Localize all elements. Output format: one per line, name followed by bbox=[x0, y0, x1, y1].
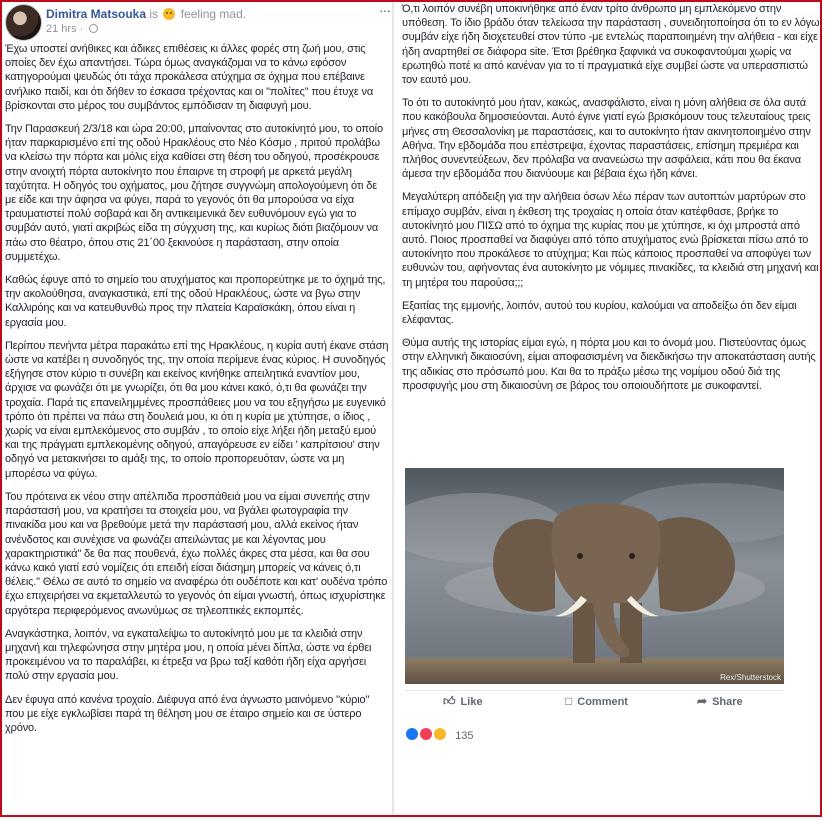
sad-reaction-icon bbox=[433, 727, 447, 741]
post-body-right bbox=[402, 2, 820, 402]
post-paragraph: Καθώς έφυγε από το σημείο του ατυχήματος και προπορεύτηκε με το όχημά της, την ακολούθησα, αναγκαστικά, επί της οδού Ηρακλέους, ώστε να βγω στην Καλλιρόης και να κατευθυνθώ προς την πλατεία Καραϊσκάκη, όπου είναι η εργασία μου. bbox=[5, 274, 386, 329]
love-reaction-icon bbox=[419, 727, 433, 741]
post-actions-bar bbox=[405, 690, 784, 713]
post-body-left bbox=[5, 42, 389, 744]
post-paragraph: Δεν έφυγα από κανένα τροχαίο. Διέφυγα από ένα άγνωστο μαινόμενο "κύριο" που με είχε εγκλωβίσει παρά τη θέληση μου σε έταιρο σημείο και σε ύστερο χρόνο. bbox=[5, 693, 370, 734]
post-paragraph: Περίπου πενήντα μέτρα παρακάτω επί της Ηρακλέους, η κυρία αυτή έκανε στάση ώστε να κατέβει η συνοδηγός της, την οποία περίμενε ένας κύριος. Η συνοδηγός εξήγησε στον κύριο τι συνέβη και εκείνος κινήθηκε απειλητικά εναντίον μου, άρχισε να φωνάζει ότι με γνωρίζει, ότι θα μου κάνει κακό, ό,τι θα φωνάζει την τροχαία. Παρά τις επανειλημμένες προσπάθειες μου να του εξηγήσω με ευγενικό τρόπο ότι πρέπει να πάω στη δουλειά μου, κι ότι η κυρία με χτύπησε, ο ίδιος , χωρίς να είναι εμπλεκόμενος στο συμβάν , το οποίο είχε λήξει ήδη μεταξύ εμού και της πράγματι εμπλεκομένης οδηγού, απαγόρευσε εν είδει ' καπρίτσιου' στην οδηγό να μετακινήσει το αμάξι της, το οποίο προπορευόταν, ώστε να μη μπορέσω να φύγω. bbox=[5, 339, 389, 480]
left-column bbox=[0, 0, 391, 814]
post-paragraph: Ό,τι λοιπόν συνέβη υποκινήθηκε από έναν τρίτο άνθρωπο μη εμπλεκόμενο στην υπόθεση. Το ίδιο βράδυ όταν τελείωσα την παράσταση , συνειδητοποίησα ότι το εν λόγω συμβάν είχε ήδη διοχετευθεί στον τύπο -με εντελώς παραποιημένη την αλήθεια - και είχε ήδη αναρτηθεί σε διάφορα site. Έτσι βρέθηκα ξαφνικά να συκοφαντούμαι χωρίς να ερωτηθώ ποτέ κι από κανέναν για το τί πραγματικά είχε συμβεί ώστε να υπερασπιστώ τον εαυτό μου. bbox=[402, 3, 820, 87]
post-paragraph: Την Παρασκευή 2/3/18 και ώρα 20:00, μπαίνοντας στο αυτοκίνητό μου, το οποίο ήταν παρκαρισμένο επί της οδού Ηρακλέους στο Νέο Κόσμο , πριτού προλάβω να κλείσω την πόρτα και μόλις είχα καθίσει στη θέση του οδηγού, προσέκρουσε στην ανοιχτή πόρτα αυτοκίνητο που έπαιρνε τη στροφή με αρκετά μεγάλη ταχύτητα. Η οδηγός του οχήματος, μου ζήτησε συγγνώμη απολογούμενη ότι δε με είδε και την άφησα να φύγει, παρά το γεγονός ότι θα μπορούσα να είχα τραυματιστεί πολύ σοβαρά και δη αντικειμενικά δεν ευθυνόμουν εγώ για το συμβάν αυτό, γιατί ακριβώς είδα τη σύγχυση της, και κυρίως διότι βιαζόμουν να πάω στο θέατρο, όπου στις 21΄00 ξεκινούσε η παράσταση, στην οποία συμμετέχω. bbox=[5, 123, 383, 263]
share-label: Share bbox=[712, 696, 743, 708]
is-word: is bbox=[149, 7, 159, 21]
comment-icon: □ bbox=[565, 694, 573, 708]
meta-separator: · bbox=[79, 23, 84, 35]
post-paragraph: Αναγκάστηκα, λοιπόν, να εγκαταλείψω το αυτοκίνητό μου με τα κλειδιά στην μηχανή και τηλεφώνησα στην μητέρα μου, η οποία μένει δίπλα, ώστε να έρθει προκειμένου να το παραλάβει, κι έτρεξα να βρω ταξί καθότι ήδη είχα αργήσει πολύ στην εργασία μου. bbox=[5, 627, 372, 683]
like-reaction-icon bbox=[405, 727, 419, 741]
author-line bbox=[46, 6, 246, 21]
comment-button[interactable] bbox=[565, 694, 628, 708]
like-button[interactable] bbox=[443, 694, 483, 709]
post-meta bbox=[46, 23, 98, 35]
reactions-summary[interactable] bbox=[405, 725, 474, 741]
avatar[interactable] bbox=[5, 4, 42, 41]
post-time[interactable]: 21 hrs bbox=[46, 23, 77, 35]
comment-label: Comment bbox=[577, 696, 628, 708]
globe-icon[interactable] bbox=[89, 24, 98, 33]
column-divider bbox=[392, 2, 394, 814]
post-header bbox=[5, 4, 389, 44]
more-options-icon[interactable]: ··· bbox=[379, 2, 390, 18]
post-paragraph: Εξαιτίας της εμμονής, λοιπόν, αυτού του κυρίου, καλούμαι να αποδείξω ότι δεν είμαι ελέφαντας. bbox=[402, 299, 797, 327]
post-paragraph: Έχω υποστεί ανήθικες και άδικες επιθέσεις κι άλλες φορές στη ζωή μου, στις οποίες δεν έχω απαντήσει. Τώρα όμως αναγκάζομαι να το κάνω εφόσον κατηγορούμαι ψευδώς ότι τάχα προκάλεσα ατύχημα σε όχημα που επέβαινε ανήλικο παιδί, και ότι δήθεν το έσκασα τρέχοντας και οι "πολίτες" που έτυχε να βρίσκονται στο μέρος του συμβάντος εμπόδισαν τη διαφυγή μου. bbox=[5, 43, 374, 112]
share-icon: ➦ bbox=[697, 694, 708, 708]
like-label: Like bbox=[460, 696, 483, 708]
elephant-illustration bbox=[405, 468, 784, 684]
post-paragraph: Θύμα αυτής της ιστορίας είμαι εγώ, η πόρτα μου και το όνομά μου. Πιστεύοντας όμως στην ελληνική δικαιοσύνη, είμαι αποφασισμένη να διεκδικήσω την αποκατάσταση αυτής της αδικίας στο πρόσωπό μου. Και θα το πράξω μέσω της νομίμου οδού διά της προσφυγής μου στη δικαιοσύνη σε βάρος του οποιουδήποτε με συκοφαντεί. bbox=[402, 337, 816, 392]
thumbs-up-icon: 👍︎ bbox=[443, 694, 456, 708]
photo-credit: Rex/Shutterstock bbox=[720, 673, 781, 682]
feeling-text: feeling mad. bbox=[180, 7, 247, 21]
author-name[interactable]: Dimitra Matsouka bbox=[46, 7, 147, 21]
feeling-mad-icon bbox=[163, 8, 175, 20]
reaction-count: 135 bbox=[455, 730, 474, 742]
post-paragraph: Του πρότεινα εκ νέου στην απέλπιδα προσπάθειά μου να είμαι συνεπής στην παράστασή μου, να κρατήσει τα στοιχεία μου, να βγάλει φωτογραφία την πινακίδα μου και να βρεθούμε μετά την παράστασή μου, αλλά εκείνος ήταν ανένδοτος και συνέχισε να φωνάζει απειλώντας με και λέγοντας μου χαρακτηριστικά" δε θα πας πουθενά, έχω πολλές άκρες στα μέσα, και θα σου κάνω κακό γιατί εσύ νομίζεις ότι επειδή είσαι διάσημη μπορείς να κάνεις ό,τι θέλεις." Θέλω σε αυτό το σημείο να αναφέρω ότι ουδέποτε και κατ' ουδένα τρόπο έχω επιχειρήσει να εκμεταλλευτώ το γεγονός ότι είμαι γνωστή, όπως ισχυρίστηκε αργότερα περιφερόμενος ανωνύμως σε τηλεοπτικές εκπομπές. bbox=[5, 490, 388, 617]
post-paragraph: Μεγαλύτερη απόδειξη για την αλήθεια όσων λέω πέραν των αυτοπτών μαρτύρων στο επίμαχο συμβάν, είναι η έκθεση της τροχαίας η οποία όταν κατέφθασε, βρήκε το αυτοκίνητό μου ΠΙΣΩ από το όχημα της κυρίας που με χτύπησε, κι όχι μπροστά από αυτό. Ποιος προσπαθεί να διαφύγει από τόπο ατυχήματος ενώ βρίσκεται πίσω από το αυτοκίνητο που προκάλεσε το ατύχημα; Και πώς κάποιος προσπαθεί να αποφύγει των ευθυνών του, αφήνοντας ένα αυτοκίνητο με νόμιμες πινακίδες, τα κλειδιά στη μηχανή και τη μητέρα του παρούσα;;; bbox=[402, 191, 819, 289]
share-button[interactable] bbox=[697, 694, 743, 708]
post-paragraph: Το ότι το αυτοκίνητό μου ήταν, κακώς, ανασφάλιστο, είναι η μόνη αλήθεια σε όλα αυτά που κακόβουλα δημοσιεύονται. Αυτό έγινε γιατί εγώ βρισκόμουν τους τελευταίους τρεις μήνες στη Θεσσαλονίκη με παραστάσεις, και το αυτοκίνητο ήταν ακινητοποιημένο στην Αθήνα. Την εβδομάδα που επέστρεψα, έχοντας παραστάσεις, επίσημη πρεμιέρα και πλήθος συνεντεύξεων, δεν πρόλαβα να ανανεώσω την ασφάλεια, κάτι που θα έκανα άμεσα την εβδομάδα που διανύουμε και βέβαια έχω ήδη κάνει. bbox=[402, 97, 811, 181]
elephant-photo[interactable] bbox=[405, 468, 784, 684]
